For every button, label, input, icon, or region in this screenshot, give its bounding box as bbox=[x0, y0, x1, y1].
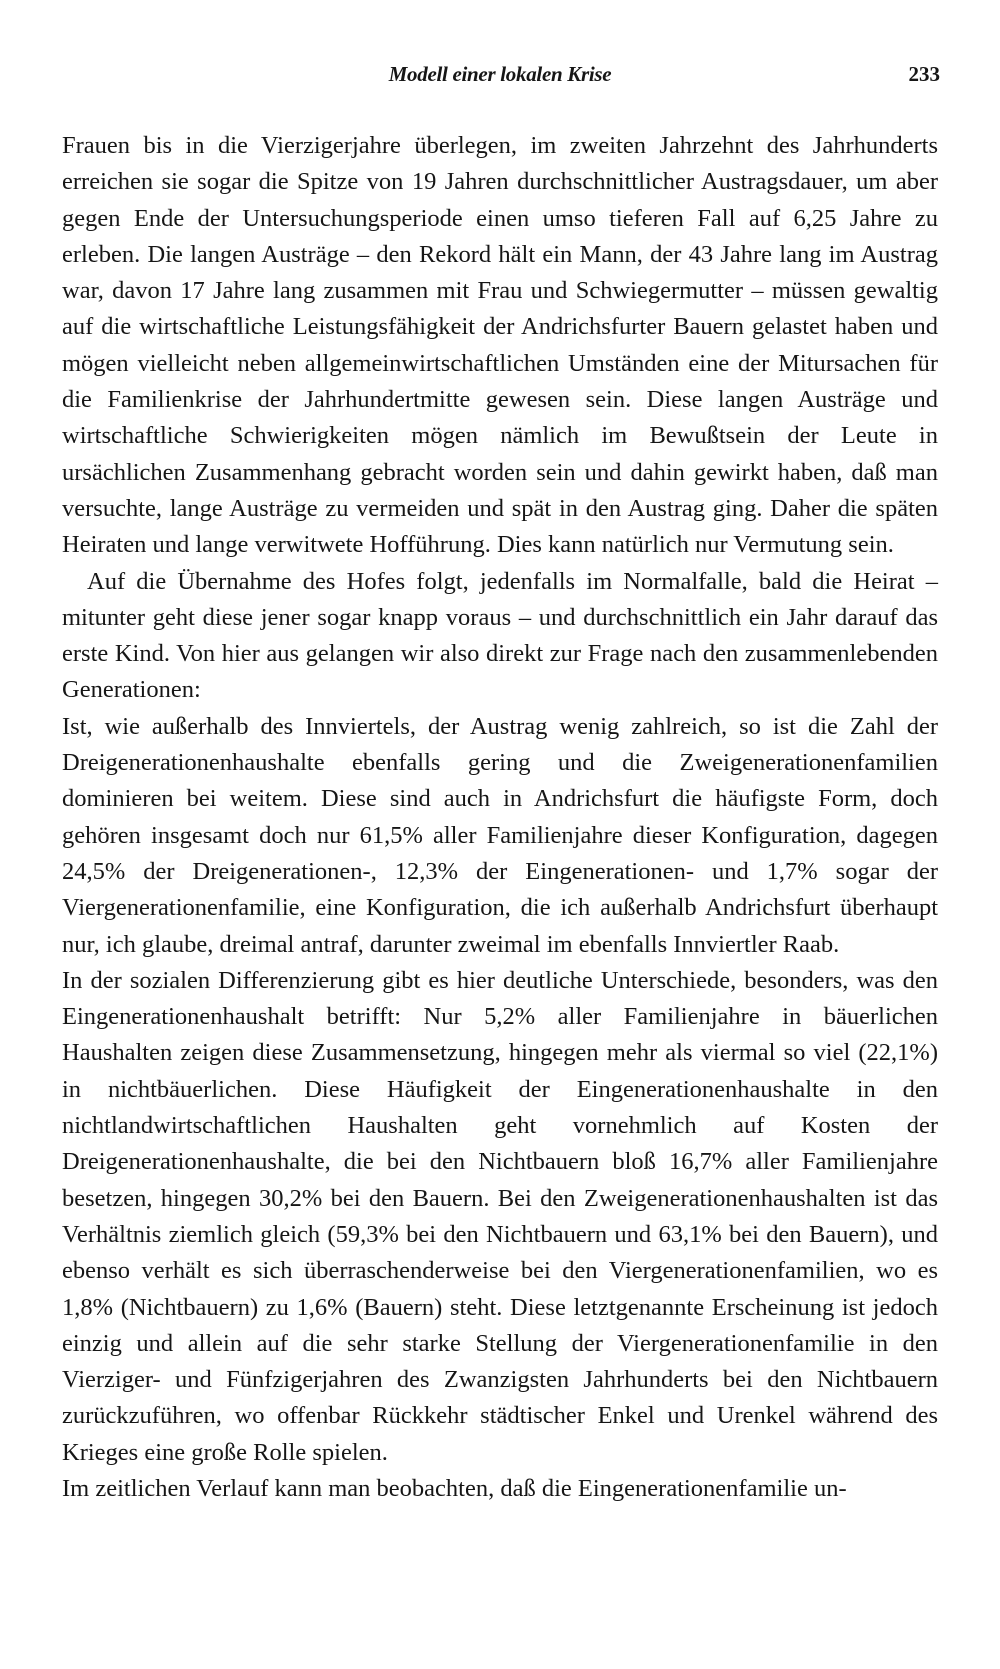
paragraph-continued: Frauen bis in die Vierzigerjahre überlegen, im zweiten Jahrzehnt des Jahrhunderts erreichen sie sogar die Spitze von 19 Jahren durchschnittlicher Austragsdauer, um aber gegen Ende der Untersuchungsperiode einen umso tieferen Fall auf 6,25 Jahre zu erleben. Die langen Austräge – den Rekord hält ein Mann, der 43 Jahre lang im Austrag war, davon 17 Jahre lang zusammen mit Frau und Schwiegermutter – müssen gewaltig auf die wirtschaftliche Leistungsfähigkeit der Andrichsfurter Bauern gelastet haben und mögen vielleicht neben allgemeinwirtschaftlichen Umständen eine der Mitursachen für die Familienkrise der Jahrhundertmitte gewesen sein. Diese langen Austräge und wirtschaftliche Schwierigkeiten mögen nämlich im Bewußtsein der Leute in ursächlichen Zusammenhang gebracht worden sein und dahin gewirkt haben, daß man versuchte, lange Austräge zu vermeiden und spät in den Austrag ging. Daher die späten Heiraten und lange verwitwete Hofführung. Dies kann natürlich nur Vermutung sein. bbox=[62, 132, 938, 559]
page-header bbox=[60, 62, 940, 92]
body-text bbox=[62, 128, 938, 1507]
paragraph: Ist, wie außerhalb des Innviertels, der Austrag wenig zahlreich, so ist die Zahl der Dreigenerationenhaushalte ebenfalls gering und die Zweigenerationenfamilien dominieren bei weitem. Diese sind auch in Andrichsfurt die häufigste Form, doch gehören insgesamt doch nur 61,5% aller Familienjahre dieser Konfiguration, dagegen 24,5% der Dreigenerationen-, 12,3% der Eingenerationen- und 1,7% sogar der Viergenerationenfamilie, eine Konfiguration, die ich außerhalb Andrichsfurt überhaupt nur, ich glaube, dreimal antraf, darunter zweimal im ebenfalls Innviertler Raab. bbox=[62, 712, 938, 958]
page-number: 233 bbox=[908, 62, 940, 86]
paragraph: Im zeitlichen Verlauf kann man beobachten, daß die Eingenerationenfamilie un- bbox=[62, 1474, 847, 1502]
running-title: Modell einer lokalen Krise bbox=[388, 62, 612, 86]
paragraph: In der sozialen Differenzierung gibt es hier deutliche Unterschiede, besonders, was den Eingenerationenhaushalt betrifft: Nur 5,2% aller Familienjahre in bäuerlichen Haushalten zeigen diese Zusammensetzung, hingegen mehr als viermal so viel (22,1%) in nichtbäuerlichen. Diese Häufigkeit der Eingenerationenhaushalte in den nichtlandwirtschaftlichen Haushalten geht vornehmlich auf Kosten der Dreigenerationenhaushalte, die bei den Nichtbauern bloß 16,7% aller Familienjahre besetzen, hingegen 30,2% bei den Bauern. Bei den Zweigenerationenhaushalten ist das Verhältnis ziemlich gleich (59,3% bei den Nichtbauern und 63,1% bei den Bauern), und ebenso verhält es sich überraschenderweise bei den Viergenerationenfamilien, wo es 1,8% (Nichtbauern) zu 1,6% (Bauern) steht. Diese letztgenannte Erscheinung ist jedoch einzig und allein auf die sehr starke Stellung der Viergenerationenfamilie in den Vierziger- und Fünfzigerjahren des Zwanzigsten Jahrhunderts bei den Nichtbauern zurückzuführen, wo offenbar Rückkehr städtischer Enkel und Urenkel während des Krieges eine große Rolle spielen. bbox=[62, 966, 938, 1466]
paragraph: Auf die Übernahme des Hofes folgt, jedenfalls im Normalfalle, bald die Heirat – mitunter geht diese jener sogar knapp voraus – und durchschnittlich ein Jahr darauf das erste Kind. Von hier aus gelangen wir also direkt zur Frage nach den zusammenlebenden Generationen: bbox=[62, 567, 938, 704]
